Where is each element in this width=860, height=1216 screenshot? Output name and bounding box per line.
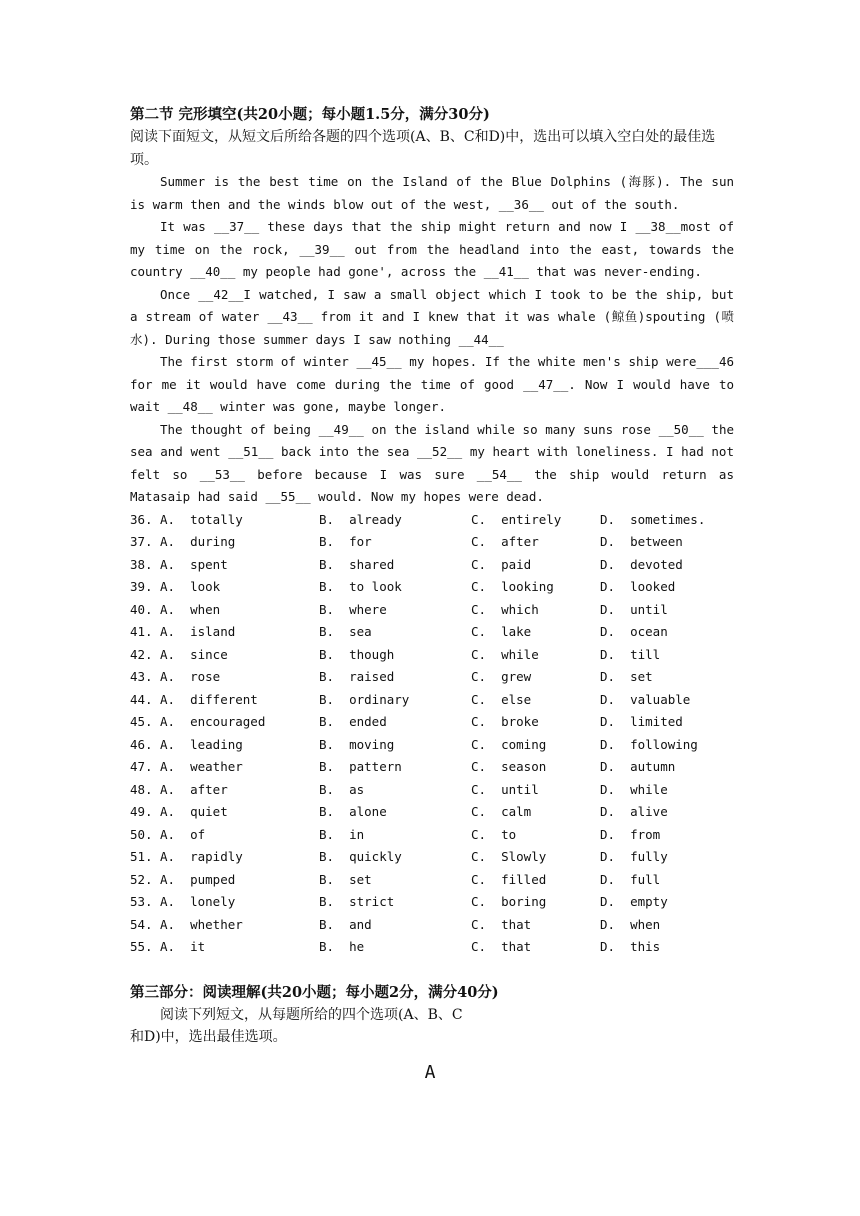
option-a: A. look [160,579,221,594]
option-row [130,599,734,622]
passage-paragraph: It was __37__ these days that the ship might return and now I __38__most of my time on the rock, __39__ out from the headland into the east, towards the country __40__ my people had gone', across the __41__ that was never-ending. [130,219,734,279]
option-a: A. quiet [160,804,228,819]
option-a: A. rapidly [160,849,243,864]
passage-paragraph: Summer is the best time on the Island of the Blue Dolphins (海豚). The sun is warm then and the winds blow out of the west, __36__ out of the south. [130,174,734,212]
options-list [130,509,734,959]
content-area [130,104,734,1049]
question-number: 54. [130,916,153,932]
option-a: A. lonely [160,894,236,909]
option-d: D. valuable [600,691,691,707]
question-number: 41. [130,624,153,639]
question-number: 46. [130,736,153,752]
option-d: D. full [600,871,661,887]
option-c: C. after [471,534,539,549]
option-row [130,756,734,779]
option-b: B. ordinary [319,691,410,707]
option-row [130,509,734,532]
option-b: B. moving [319,736,395,752]
option-row [130,666,734,689]
option-c: C. that [471,916,532,932]
option-d: D. fully [600,849,668,864]
option-d: D. devoted [600,556,683,572]
question-number: 37. [130,534,153,549]
option-row [130,936,734,959]
passage-paragraph: The thought of being __49__ on the island while so many suns rose __50__ the sea and went __51__ back into the sea __52__ my heart with loneliness. I had not felt so __53__ before because I was sure __54__ the ship would return as Matasaip had said __55__ would. Now my hopes were dead. [130,421,734,504]
option-a: A. spent [160,556,228,572]
section3-instruction-line2: 和D)中，选出最佳选项。 [130,1029,287,1045]
option-c: C. broke [471,714,539,729]
option-a: A. whether [160,916,243,932]
section2-instruction: 阅读下面短文，从短文后所给各题的四个选项(A、B、C和D)中，选出可以填入空白处的最佳选项。 [130,129,716,168]
option-row [130,779,734,802]
question-number: 49. [130,804,153,819]
option-a: A. rose [160,669,221,684]
option-b: B. raised [319,669,395,684]
option-a: A. pumped [160,871,236,887]
option-c: C. filled [471,871,547,887]
question-number: 38. [130,556,153,572]
option-b: B. already [319,511,402,527]
passage-paragraph: Once __42__I watched, I saw a small object which I took to be the ship, but a stream of water __43__ from it and I knew that it was whale (鲸鱼)spouting (喷水). During those summer days I saw nothing __44__ [130,286,734,347]
section2-heading: 第二节 完形填空(共20小题；每小题1.5分，满分30分) [130,106,490,123]
question-number: 39. [130,579,153,594]
option-b: B. shared [319,556,395,572]
passage-paragraph: The first storm of winter __45__ my hopes. If the white men's ship were___46 for me it would have come during the time of good __47__. Now I would have to wait __48__ winter was gone, maybe longer. [130,354,734,414]
option-d: D. ocean [600,624,668,639]
option-a: A. since [160,646,228,662]
option-c: C. boring [471,894,547,909]
option-row [130,891,734,914]
option-a: A. during [160,534,236,549]
option-a: A. of [160,826,206,842]
question-number: 43. [130,669,153,684]
option-row [130,644,734,667]
option-row [130,914,734,937]
option-c: C. lake [471,624,532,639]
option-b: B. pattern [319,759,402,774]
question-number: 53. [130,894,153,909]
option-d: D. when [600,916,661,932]
question-number: 48. [130,781,153,797]
question-number: 47. [130,759,153,774]
option-c: C. coming [471,736,547,752]
option-d: D. following [600,736,698,752]
question-number: 52. [130,871,153,887]
option-b: B. alone [319,804,387,819]
question-number: 45. [130,714,153,729]
option-d: D. autumn [600,759,676,774]
option-c: C. to [471,826,517,842]
question-number: 51. [130,849,153,864]
option-d: D. empty [600,894,668,909]
option-d: D. from [600,826,661,842]
option-b: B. set [319,871,372,887]
option-a: A. encouraged [160,714,266,729]
passage-label: A [424,1062,436,1083]
question-number: 36. [130,511,153,527]
option-row [130,531,734,554]
option-d: D. looked [600,579,676,594]
option-c: C. season [471,759,547,774]
option-row [130,869,734,892]
option-d: D. sometimes. [600,511,706,527]
option-d: D. between [600,534,683,549]
option-c: C. paid [471,556,532,572]
option-c: C. else [471,691,532,707]
option-b: B. for [319,534,372,549]
option-b: B. though [319,646,395,662]
option-b: B. and [319,916,372,932]
option-b: B. sea [319,624,372,639]
option-row [130,846,734,869]
option-b: B. as [319,781,365,797]
option-a: A. after [160,781,228,797]
question-number: 44. [130,691,153,707]
option-row [130,824,734,847]
option-a: A. weather [160,759,243,774]
option-d: D. until [600,601,668,617]
option-d: D. till [600,646,661,662]
option-row [130,734,734,757]
question-number: 50. [130,826,153,842]
option-d: D. this [600,939,661,954]
section-spacer [130,959,734,982]
option-c: C. looking [471,579,554,594]
section3-instruction-line1: 阅读下列短文，从每题所给的四个选项(A、B、C [160,1006,463,1023]
option-c: C. entirely [471,511,562,527]
option-row [130,689,734,712]
option-row [130,711,734,734]
option-c: C. that [471,939,532,954]
option-a: A. island [160,624,236,639]
option-a: A. when [160,601,221,617]
option-row [130,554,734,577]
option-d: D. alive [600,804,668,819]
option-b: B. where [319,601,387,617]
option-c: C. while [471,646,539,662]
option-a: A. different [160,691,258,707]
option-b: B. to look [319,579,402,594]
option-a: A. totally [160,511,243,527]
option-d: D. while [600,781,668,797]
option-row [130,801,734,824]
option-b: B. strict [319,894,395,909]
option-b: B. in [319,826,365,842]
option-row [130,621,734,644]
section3-heading: 第三部分：阅读理解(共20小题；每小题2分，满分40分) [130,983,499,1001]
question-number: 55. [130,939,153,954]
option-b: B. ended [319,714,387,729]
option-d: D. set [600,669,653,684]
question-number: 42. [130,646,153,662]
option-c: C. which [471,601,539,617]
option-c: C. until [471,781,539,797]
option-d: D. limited [600,714,683,729]
question-number: 40. [130,601,153,617]
option-b: B. quickly [319,849,402,864]
option-c: C. grew [471,669,532,684]
option-b: B. he [319,939,365,954]
option-c: C. Slowly [471,849,547,864]
option-a: A. it [160,939,206,954]
option-c: C. calm [471,804,532,819]
option-a: A. leading [160,736,243,752]
option-row [130,576,734,599]
